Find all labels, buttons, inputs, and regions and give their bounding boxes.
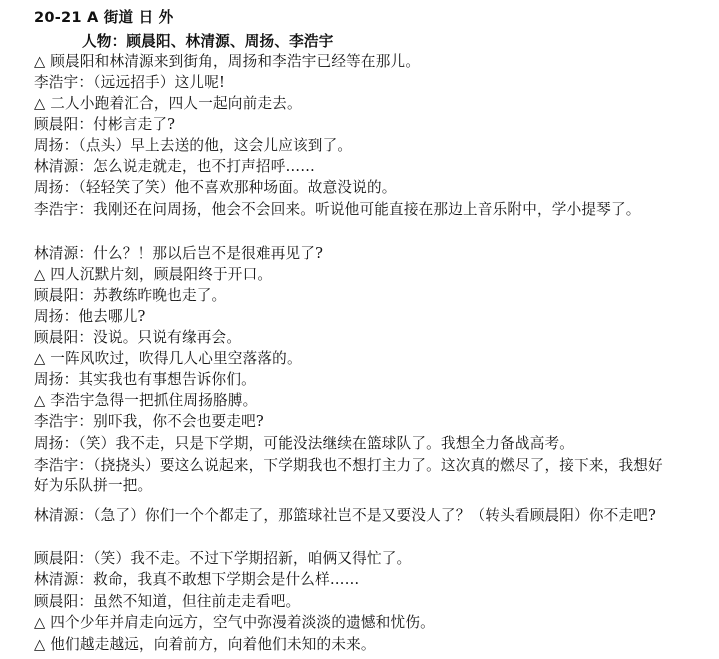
dialogue-line: 李浩宇：我刚还在问周扬，他会不会回来。听说他可能直接在那边上音乐附中，学小提琴了。 (34, 201, 641, 218)
dialogue-line: 顾晨阳：虽然不知道，但往前走走看吧。 (34, 593, 301, 610)
dialogue-line: 周扬：（笑）我不走，只是下学期，可能没法继续在篮球队了。我想全力备战高考。 (34, 435, 575, 452)
action-line: △ 一阵风吹过，吹得几人心里空落落的。 (34, 350, 302, 367)
action-line: △ 顾晨阳和林清源来到街角，周扬和李浩宇已经等在那儿。 (34, 53, 421, 70)
action-line: △ 四个少年并肩走向远方，空气中弥漫着淡淡的遗憾和忧伤。 (34, 614, 435, 631)
action-line: △ 二人小跑着汇合，四人一起向前走去。 (34, 95, 302, 112)
dialogue-line: 顾晨阳：没说。只说有缘再会。 (34, 329, 242, 346)
dialogue-line: 周扬：（轻轻笑了笑）他不喜欢那种场面。故意没说的。 (34, 179, 397, 196)
scene-heading: 20-21 A 街道 日 外 (34, 9, 174, 26)
dialogue-line: 李浩宇：（挠挠头）要这么说起来，下学期我也不想打主力了。这次真的燃尽了，接下来，我想好好为乐队拼一把。 (34, 457, 663, 494)
dialogue-line: 李浩宇：（远远招手）这儿呢! (34, 74, 226, 91)
dialogue-line: 周扬：他去哪儿? (34, 308, 146, 325)
dialogue-line: 李浩宇：别吓我，你不会也要走吧? (34, 413, 264, 430)
dialogue-line: 顾晨阳：苏教练昨晚也走了。 (34, 287, 227, 304)
dialogue-line: 林清源：怎么说走就走，也不打声招呼…… (34, 158, 316, 175)
action-line: △ 他们越走越远，向着前方，向着他们未知的未来。 (34, 636, 376, 653)
action-line: △ 李浩宇急得一把抓住周扬胳膊。 (34, 392, 258, 409)
dialogue-line: 林清源：（急了）你们一个个都走了，那篮球社岂不是又要没人了？（转头看顾晨阳）你不走吧? (34, 507, 657, 524)
dialogue-line: 林清源：救命，我真不敢想下学期会是什么样…… (34, 571, 360, 588)
action-line: △ 四人沉默片刻，顾晨阳终于开口。 (34, 266, 273, 283)
dialogue-line: 顾晨阳：（笑）我不走。不过下学期招新，咱俩又得忙了。 (34, 550, 412, 567)
dialogue-line: 顾晨阳：付彬言走了? (34, 116, 176, 133)
dialogue-line: 林清源：什么？！那以后岂不是很难再见了? (34, 245, 324, 262)
characters-line: 人物：顾晨阳、林清源、周扬、李浩宇 (82, 33, 334, 50)
dialogue-line: 周扬：其实我也有事想告诉你们。 (34, 371, 256, 388)
dialogue-line: 周扬：（点头）早上去送的他，这会儿应该到了。 (34, 137, 353, 154)
